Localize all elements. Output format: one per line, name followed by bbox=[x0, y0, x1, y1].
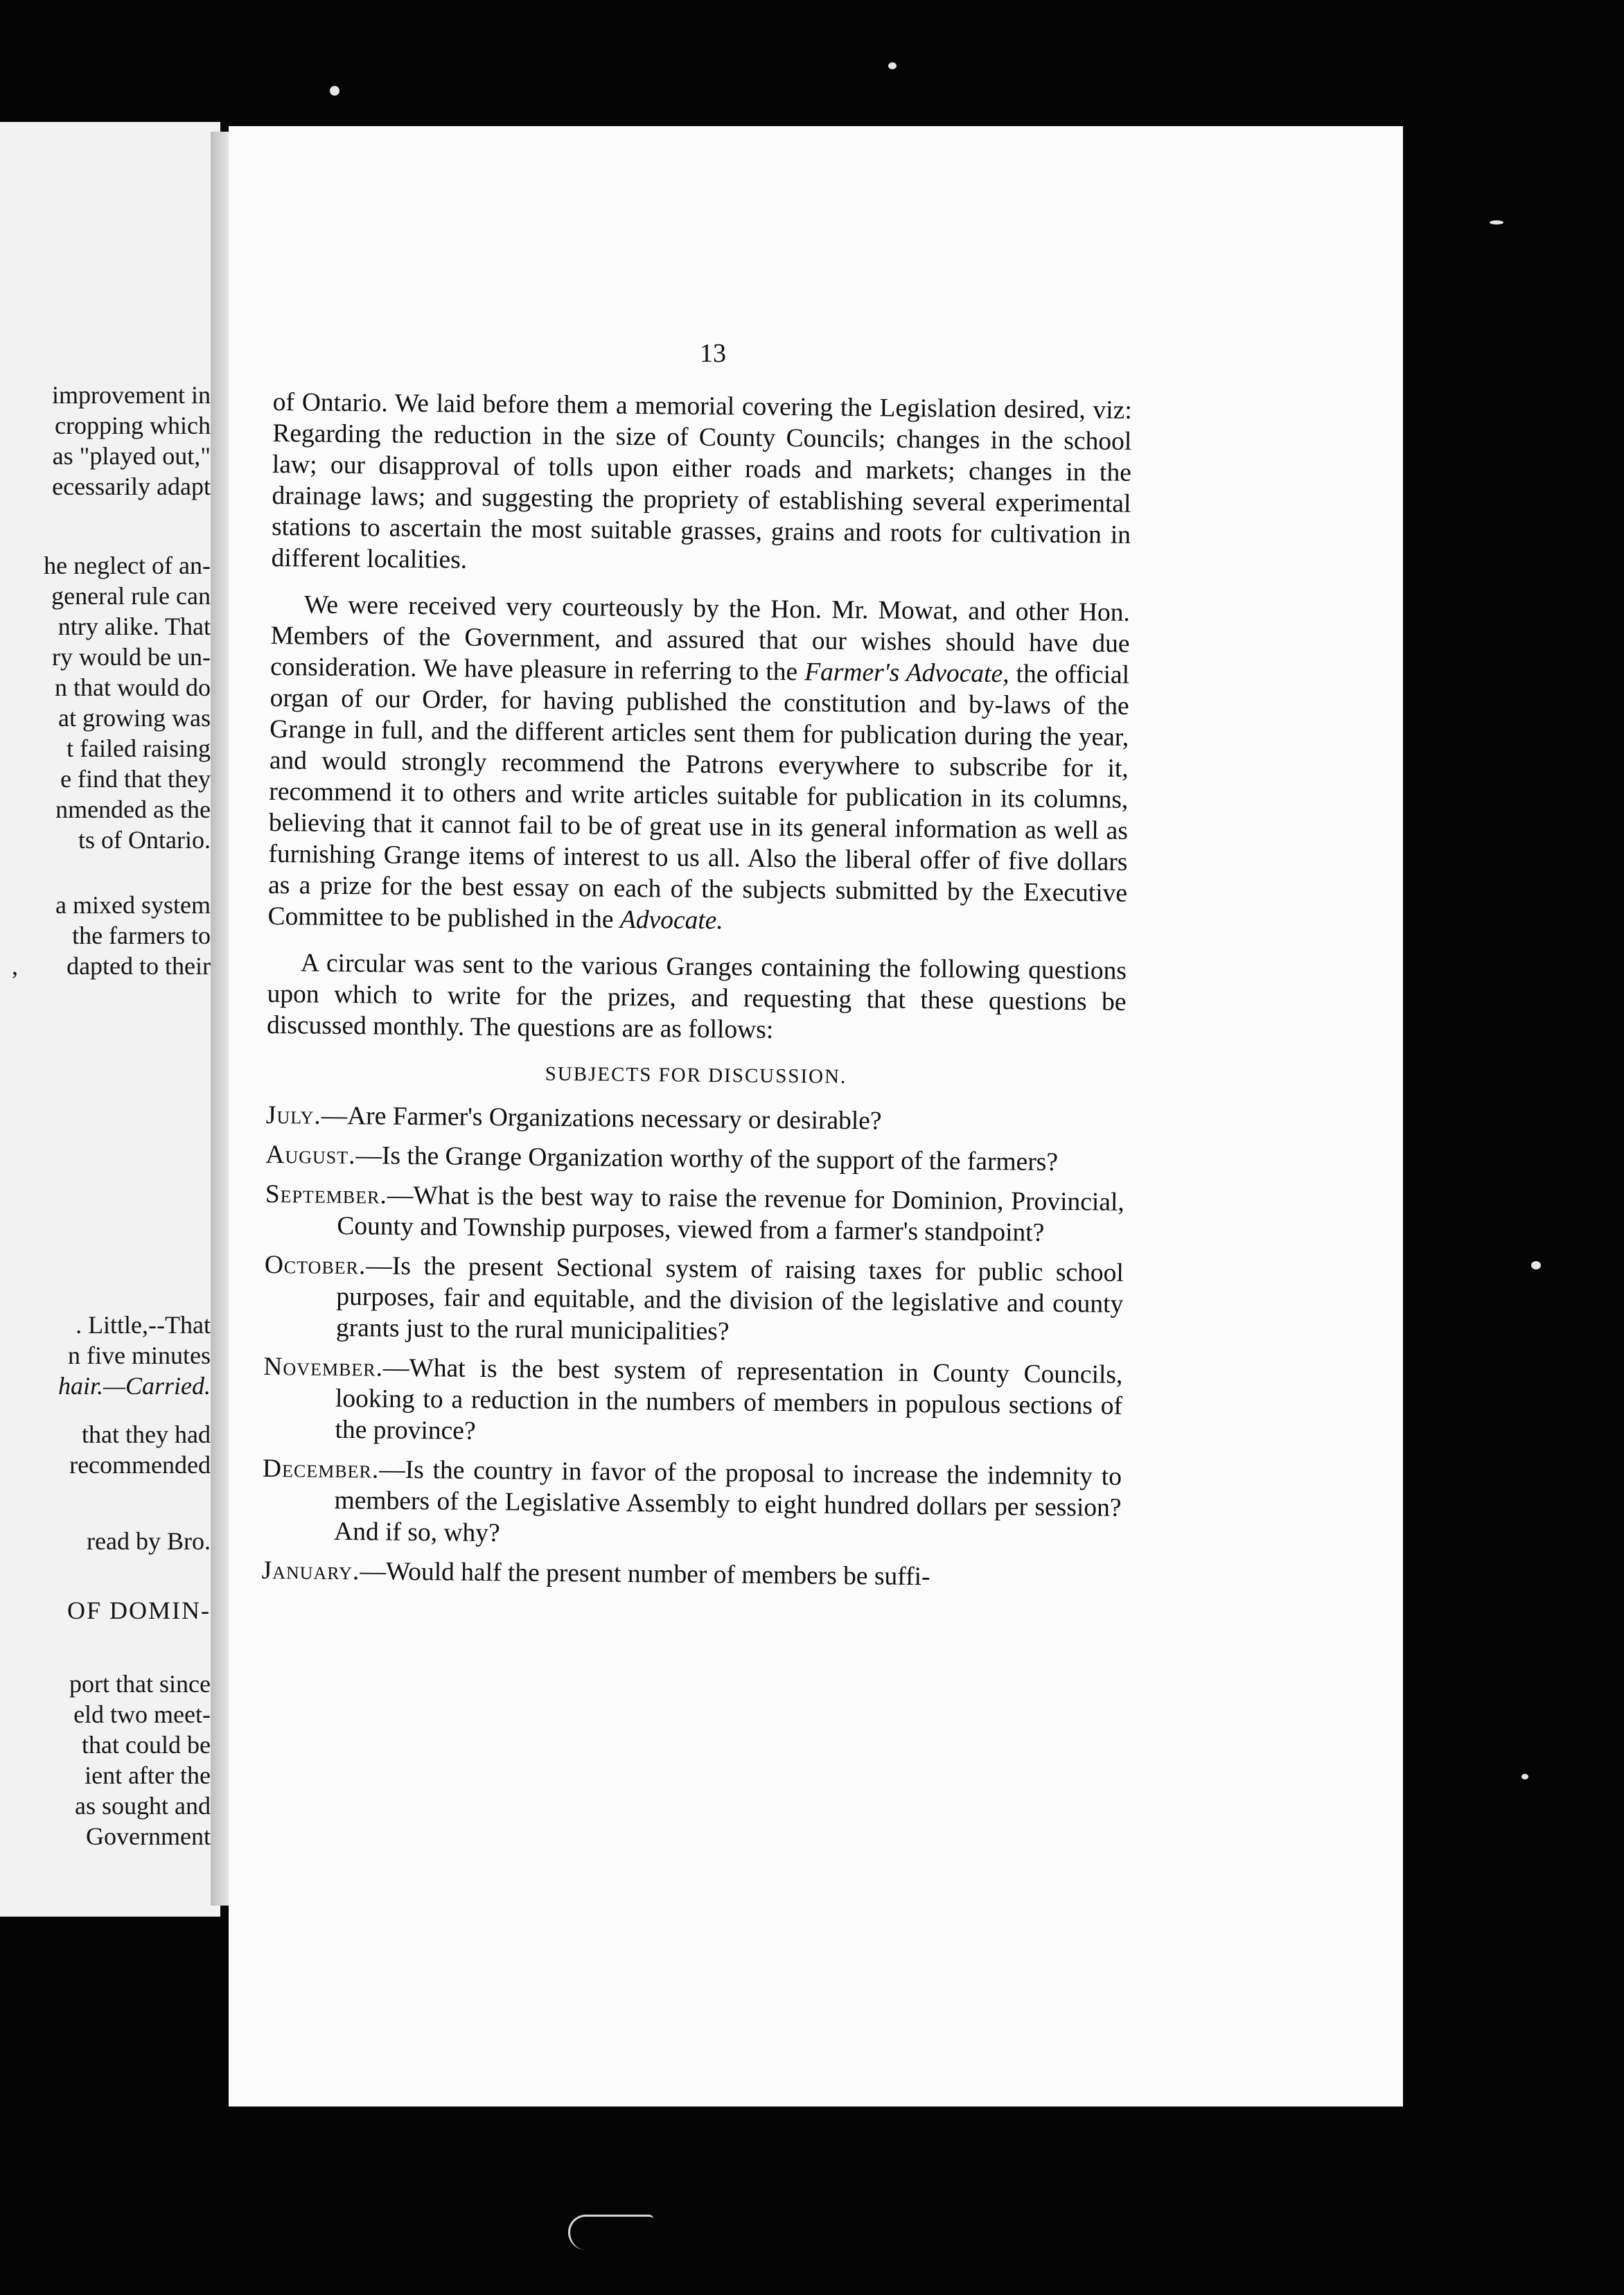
question-text: —Is the Grange Organization worthy of the support of the farmers? bbox=[355, 1141, 1059, 1177]
scan-speck bbox=[888, 62, 897, 69]
left-line: as "played out," bbox=[52, 442, 211, 470]
paragraph-text: We were received very courteously by the Hon. Mr. Mowat, and other Hon. Members of the Government, and assured that our wishes should have due consideration. We have pleasure in referring to the bbox=[270, 590, 1131, 687]
question-october bbox=[264, 1249, 1124, 1351]
left-line: port that since bbox=[69, 1670, 211, 1698]
scan-artifact bbox=[568, 2215, 653, 2250]
question-text: —Is the present Sectional system of raising taxes for public school purposes, fair and equitable, and the division of the legislative and county grants just to the rural municipalities? bbox=[335, 1251, 1124, 1346]
left-line: general rule can bbox=[51, 582, 211, 610]
left-line: ecessarily adapt bbox=[52, 473, 211, 500]
question-january bbox=[261, 1555, 1120, 1594]
paragraph-circular: A circular was sent to the various Granges containing the following questions upon which to write for the prizes, and requesting that these questions be discussed monthly. The questions are as follows: bbox=[266, 949, 1127, 1044]
scan-speck bbox=[330, 86, 339, 96]
question-text: —Are Farmer's Organizations necessary or desirable? bbox=[321, 1101, 882, 1136]
left-line: ts of Ontario. bbox=[78, 826, 211, 854]
left-line: ntry alike. That bbox=[58, 613, 211, 640]
left-page-fragment bbox=[0, 122, 220, 1917]
left-line: that could be bbox=[82, 1731, 211, 1759]
left-line: a mixed system bbox=[55, 891, 211, 919]
left-line: read by Bro. bbox=[87, 1527, 211, 1555]
question-text: —What is the best way to raise the revenue for Dominion, Provincial, County and Township purposes, viewed from a farmer's standpoint? bbox=[337, 1181, 1124, 1247]
question-july bbox=[266, 1100, 1125, 1139]
question-text: —Would half the present number of members be suffi- bbox=[360, 1557, 930, 1592]
question-december bbox=[262, 1453, 1122, 1555]
left-line: recommended bbox=[69, 1451, 211, 1479]
month-name: November. bbox=[263, 1352, 384, 1382]
month-name: July. bbox=[265, 1100, 321, 1130]
left-line: . Little,--That bbox=[76, 1311, 211, 1339]
left-line: t failed raising bbox=[67, 735, 211, 762]
section-heading: SUBJECTS FOR DISCUSSION. bbox=[545, 1062, 847, 1088]
left-line: n that would do bbox=[55, 674, 211, 701]
left-line: that they had bbox=[82, 1421, 211, 1448]
left-line: he neglect of an- bbox=[44, 552, 211, 579]
left-line: Government bbox=[86, 1822, 211, 1850]
scan-speck bbox=[1490, 220, 1503, 225]
page-body bbox=[261, 387, 1132, 1603]
left-line: n five minutes bbox=[68, 1342, 211, 1369]
question-text: —Is the country in favor of the proposal to increase the indemnity to members of the Legislative Assembly to eight hundred dollars per session? And if so, why? bbox=[333, 1455, 1122, 1548]
paragraph-government bbox=[267, 589, 1130, 940]
left-line: at growing was bbox=[58, 704, 211, 732]
left-line: as sought and bbox=[75, 1792, 211, 1820]
question-text: —What is the best system of representation in County Councils, looking to a reduction in the numbers of members in populous sections of the province? bbox=[335, 1353, 1123, 1445]
left-line: dapted to their bbox=[67, 952, 211, 980]
paragraph-text: the official organ of our Order, for having published the constitution and by-laws of the Grange in full, and the different articles sent them for publication during the year, and would strongly recommend the Patrons everywhere to subscribe for it, recommend it to others and write articles suitable for publication in its columns, believing that it cannot fail to be of great use in its general information as well as furnishing Grange items of interest to us all. Also the liberal offer of five dollars as a prize for the best essay on each of the subjects submitted by the Executive Committee to be published in the bbox=[267, 660, 1130, 934]
publication-title: Farmer's Advocate, bbox=[804, 658, 1009, 689]
left-line: e find that they bbox=[60, 765, 211, 793]
month-name: October. bbox=[264, 1250, 367, 1281]
question-september bbox=[265, 1179, 1124, 1249]
left-line: ient after the bbox=[85, 1761, 211, 1789]
month-name: January. bbox=[261, 1556, 360, 1586]
left-line: ry would be un- bbox=[52, 643, 211, 671]
month-name: August. bbox=[265, 1140, 356, 1170]
paragraph-memorial: of Ontario. We laid before them a memorial covering the Legislation desired, viz: Regarding the reduction in the size of County Councils; changes in the school law; our disapproval of tolls upon either roads and markets; changes in the drainage laws; and suggesting the propriety of establishing several experimental stations to ascertain the most suitable grasses, grains and roots for cultivation in different localities. bbox=[271, 387, 1132, 574]
question-november bbox=[263, 1351, 1122, 1453]
left-line: improvement in bbox=[52, 381, 211, 409]
left-line: OF DOMIN- bbox=[67, 1597, 211, 1624]
left-line: the farmers to bbox=[72, 922, 211, 949]
month-name: September. bbox=[265, 1179, 388, 1210]
scan-speck bbox=[1521, 1774, 1528, 1779]
page-number: 13 bbox=[700, 339, 726, 368]
left-line: cropping which bbox=[55, 412, 211, 439]
scan-speck bbox=[1531, 1261, 1541, 1269]
left-line: hair.—Carried. bbox=[58, 1372, 211, 1400]
left-line: nmended as the bbox=[55, 795, 211, 823]
publication-title: Advocate. bbox=[619, 905, 723, 935]
question-august bbox=[265, 1139, 1124, 1179]
left-line: , bbox=[12, 952, 18, 980]
left-line: eld two meet- bbox=[73, 1700, 211, 1728]
month-name: December. bbox=[262, 1454, 380, 1484]
